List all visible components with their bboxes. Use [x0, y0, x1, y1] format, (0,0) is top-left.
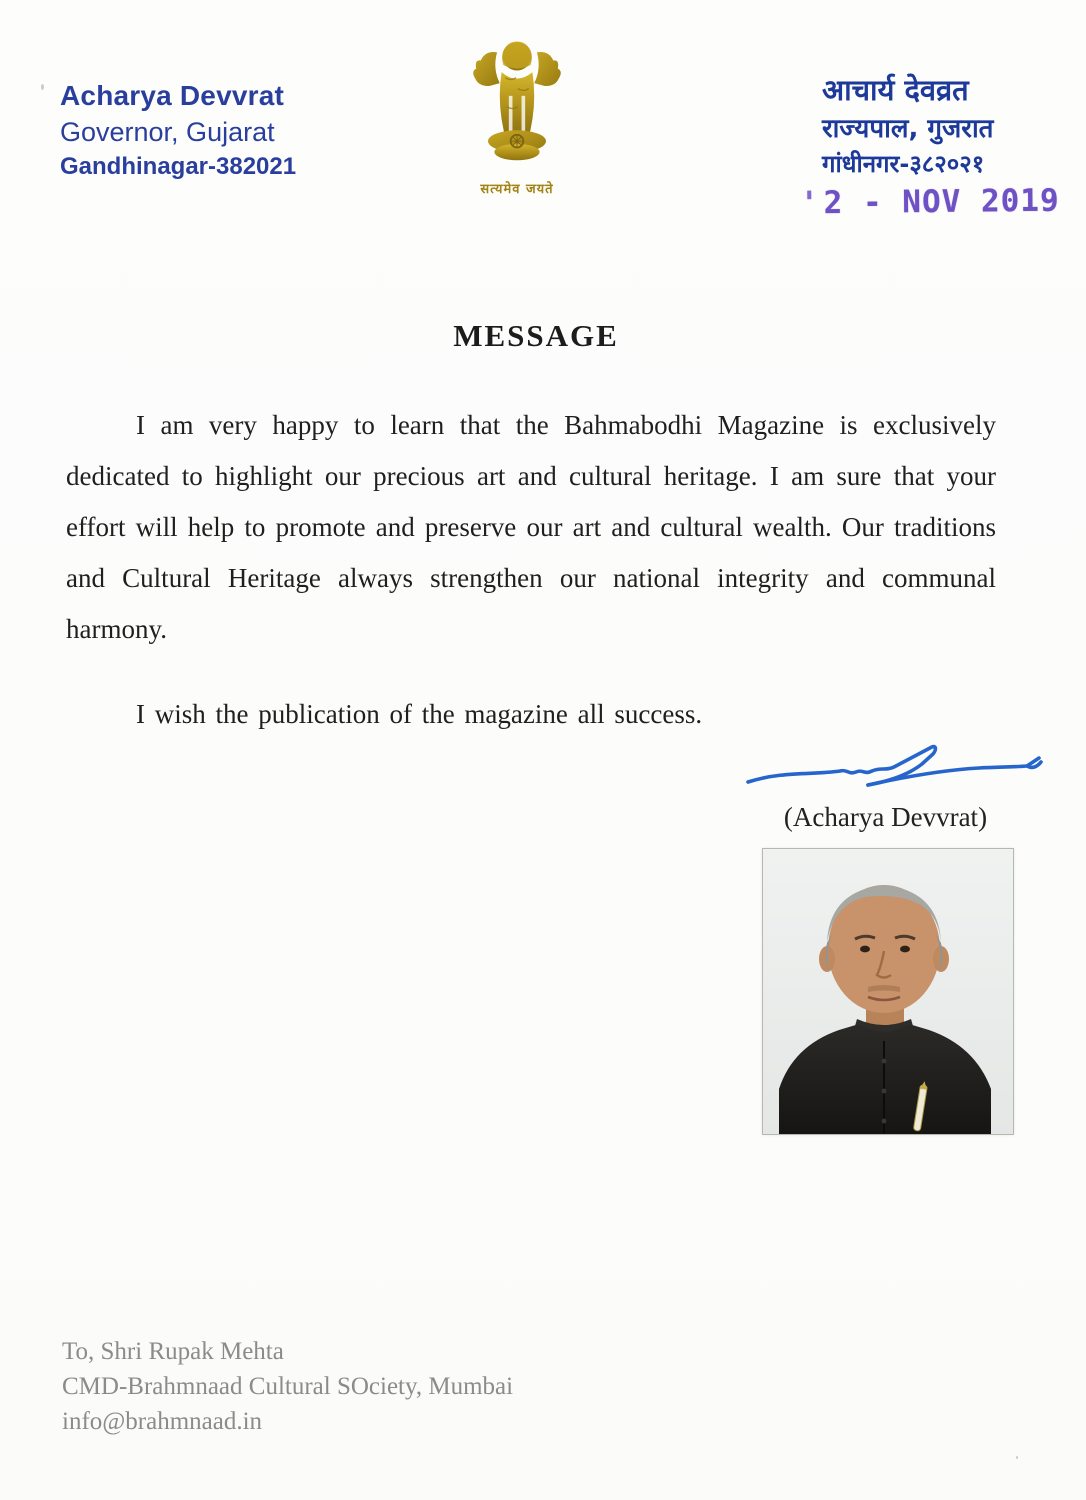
sender-name-hi: आचार्य देवव्रत [822, 73, 969, 107]
sender-name-en: Acharya Devvrat [60, 80, 285, 111]
scan-speck [1016, 1456, 1018, 1459]
recipient-block [62, 1334, 513, 1439]
message-heading: MESSAGE [453, 318, 619, 353]
body-paragraph-1: I am very happy to learn that the Bahmabodhi Magazine is exclusively dedicated to highlight our precious art and cultural heritage. I am sure that your effort will help to promote and preserve our art and cultural wealth. Our traditions and Cultural Heritage always strengthen our national integrity and communal harmony. [66, 410, 996, 644]
stamp-date: 2 - NOV 2019 [823, 182, 1060, 222]
letter-body [66, 400, 996, 740]
stamp-partial-mark: ' [799, 185, 822, 222]
recipient-line-2: CMD-Brahmnaad Cultural SOciety, Mumbai [62, 1373, 514, 1400]
letterhead-english [60, 82, 296, 179]
sender-address-en: Gandhinagar-382021 [60, 153, 297, 180]
india-emblem-icon [467, 36, 567, 172]
sender-address-hi: गांधीनगर-३८२०२१ [822, 150, 985, 178]
india-emblem [462, 36, 572, 197]
scan-speck [41, 84, 44, 90]
date-stamp [800, 183, 1060, 222]
sender-title-en: Governor, Gujarat [60, 117, 275, 147]
recipient-line-1: To, Shri Rupak Mehta [62, 1338, 284, 1365]
emblem-motto: सत्यमेव जयते [480, 182, 554, 197]
portrait-illustration [763, 849, 1013, 1134]
signatory-name: (Acharya Devvrat) [783, 802, 988, 832]
recipient-email: info@brahmnaad.in [62, 1408, 263, 1435]
body-paragraph-2: I wish the publication of the magazine all success. [136, 699, 703, 729]
governor-portrait-photo [762, 848, 1014, 1135]
sender-title-hi: राज्यपाल, गुजरात [822, 114, 994, 144]
letterhead-hindi [822, 73, 994, 178]
signature-scribble [742, 736, 1057, 798]
